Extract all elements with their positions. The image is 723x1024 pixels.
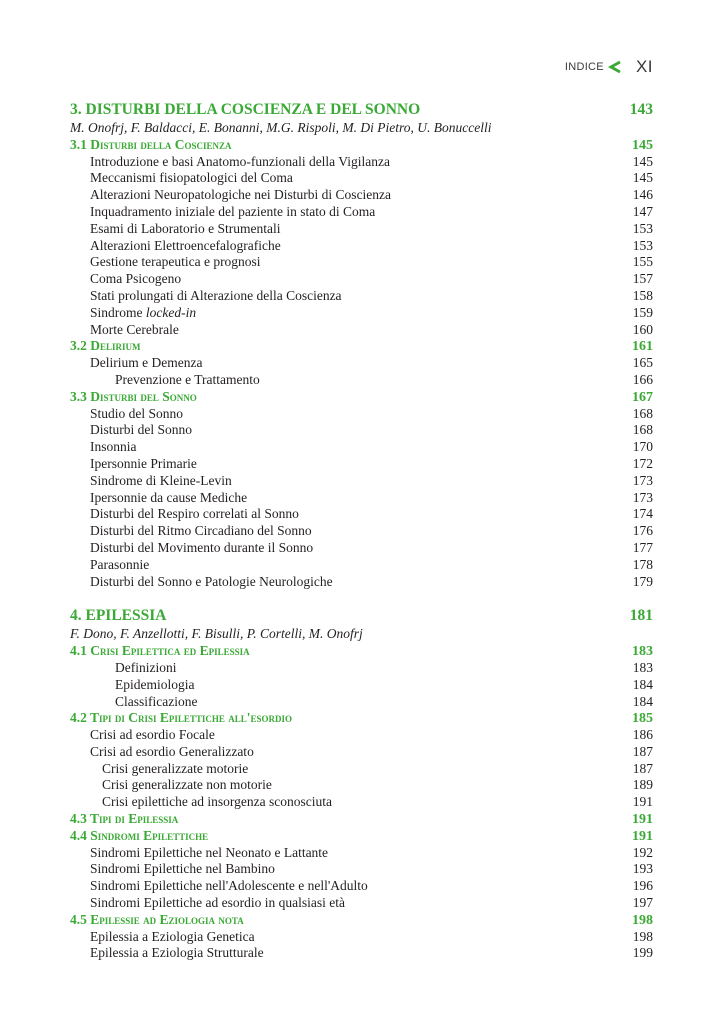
toc-entry-page: 192 (632, 844, 653, 860)
toc-entry[interactable] (70, 727, 653, 744)
toc-entry-page: 153 (632, 237, 653, 253)
section-4-5-entry[interactable]: 4.5 Epilessie ad Eziologia nota 198 (70, 911, 653, 928)
toc-entry[interactable] (70, 406, 653, 423)
toc-entry[interactable] (70, 271, 653, 288)
section-4-3-entry[interactable]: 4.3 Tipi di Epilessia 191 (70, 811, 653, 828)
toc-entry[interactable] (70, 288, 653, 305)
section-3-3-entry[interactable]: 3.3 Disturbi del Sonno 167 (70, 388, 653, 405)
chapter-3-entry[interactable]: 3. DISTURBI DELLA COSCIENZA E DEL SONNO 143 (70, 101, 653, 118)
toc-entry[interactable] (70, 574, 653, 591)
toc-entry[interactable] (70, 154, 653, 171)
toc-entry-page: 178 (632, 556, 653, 572)
toc-entry-page: 183 (632, 659, 653, 675)
chapter-4-authors: F. Dono, F. Anzellotti, F. Bisulli, P. Cortelli, M. Onofrj (70, 626, 363, 642)
toc-entry-page: 191 (632, 794, 653, 810)
toc-entry-page: 157 (632, 271, 653, 287)
toc-entry-page: 173 (632, 472, 653, 488)
toc-entry[interactable] (70, 694, 653, 711)
toc-entry[interactable] (70, 677, 653, 694)
toc-entry-page: 193 (632, 861, 653, 877)
toc-entry-title: Disturbi del Sonno e Patologie Neurologiche (90, 573, 333, 589)
chapter-gap (70, 590, 653, 606)
toc-entry[interactable] (70, 456, 653, 473)
toc-entry-title: Crisi ad esordio Generalizzato (90, 743, 254, 759)
toc-entry-title: Inquadramento iniziale del paziente in stato di Coma (90, 203, 376, 219)
toc-entry-page: 172 (632, 455, 653, 471)
toc-entry-title: Alterazioni Neuropatologiche nei Disturbi di Coscienza (90, 187, 392, 203)
toc-entry-title: Alterazioni Elettroencefalografiche (90, 237, 281, 253)
toc-entry[interactable] (70, 473, 653, 490)
toc-entry-page: 174 (632, 506, 653, 522)
toc-entry-page: 145 (632, 153, 653, 169)
section-4-4-entry[interactable]: 4.4 Sindromi Epilettiche 191 (70, 827, 653, 844)
toc-entry[interactable]: Sindrome locked-in 159 (90, 304, 653, 320)
toc-entry-title: Ipersonnie da cause Mediche (90, 489, 248, 505)
toc-entry-title: Gestione terapeutica e prognosi (90, 254, 261, 270)
toc-entry-title: Esami di Laboratorio e Strumentali (90, 220, 281, 236)
toc-entry[interactable] (70, 895, 653, 912)
toc-entry-page: 153 (632, 220, 653, 236)
toc-entry-page: 147 (632, 203, 653, 219)
toc-entry[interactable] (70, 422, 653, 439)
toc-entry[interactable] (70, 845, 653, 862)
toc-entry[interactable] (70, 557, 653, 574)
toc-entry[interactable] (70, 170, 653, 187)
toc-entry-title: Sindrome di Kleine-Levin (90, 472, 232, 488)
toc-entry-title: Crisi ad esordio Focale (90, 727, 215, 743)
page-number: XI (635, 57, 653, 76)
toc-entry-page: 199 (632, 945, 653, 961)
toc-entry[interactable] (70, 761, 653, 778)
toc-entry-title: Sindromi Epilettiche nell'Adolescente e nell'Adulto (90, 878, 368, 894)
toc-entry-page: 155 (632, 254, 653, 270)
section-4-4-list (70, 845, 653, 912)
toc-entry-title: Disturbi del Ritmo Circadiano del Sonno (90, 523, 312, 539)
section-3-1-list (70, 154, 653, 305)
toc-entry-title: Studio del Sonno (90, 405, 184, 421)
chevron-left-icon (608, 60, 622, 74)
toc-entry[interactable]: Delirium e Demenza 165 (90, 355, 653, 371)
toc-entry[interactable] (70, 861, 653, 878)
section-4-2-list (70, 727, 653, 761)
toc-entry-page: 197 (632, 895, 653, 911)
section-4-1-entry[interactable]: 4.1 Crisi Epilettica ed Epilessia 183 (70, 643, 653, 660)
chapter-4-entry[interactable]: 4. EPILESSIA 181 (70, 607, 653, 625)
running-header-label: INDICE (564, 61, 604, 73)
toc-entry[interactable] (70, 187, 653, 204)
toc-entry-title: Coma Psicogeno (90, 271, 182, 287)
toc-entry[interactable] (70, 929, 653, 946)
toc-entry-title: Stati prolungati di Alterazione della Coscienza (90, 287, 342, 303)
toc-entry[interactable] (70, 523, 653, 540)
section-4-2-sublist (70, 761, 653, 811)
toc-entry-title: Crisi generalizzate non motorie (102, 777, 272, 793)
toc-entry-page: 179 (632, 573, 653, 589)
toc-entry-title: Insonnia (90, 439, 137, 455)
toc-entry[interactable] (70, 506, 653, 523)
toc-entry-title: Definizioni (115, 659, 177, 675)
section-3-1-entry[interactable]: 3.1 Disturbi della Coscienza 145 (70, 136, 653, 153)
toc-entry[interactable] (70, 439, 653, 456)
toc-entry-title: Disturbi del Sonno (90, 422, 193, 438)
toc-entry-title: Sindromi Epilettiche nel Neonato e Lattante (90, 844, 329, 860)
toc-entry-page: 146 (632, 187, 653, 203)
toc-entry[interactable] (70, 238, 653, 255)
toc-entry-title: Introduzione e basi Anatomo-funzionali della Vigilanza (90, 153, 390, 169)
toc-entry-page: 176 (632, 523, 653, 539)
toc-entry-page: 189 (632, 777, 653, 793)
toc-entry[interactable] (70, 794, 653, 811)
chapter-3-authors: M. Onofrj, F. Baldacci, E. Bonanni, M.G. Rispoli, M. Di Pietro, U. Bonuccelli (70, 120, 492, 135)
toc-entry-title: Epilessia a Eziologia Strutturale (90, 945, 264, 961)
toc-entry-title: Crisi epilettiche ad insorgenza sconosciuta (102, 794, 332, 810)
section-4-1-list (70, 660, 653, 710)
toc-entry[interactable] (70, 660, 653, 677)
toc-entry[interactable] (70, 221, 653, 238)
table-of-contents (70, 100, 653, 962)
toc-entry[interactable] (70, 540, 653, 557)
toc-entry[interactable] (70, 945, 653, 962)
toc-entry-page: 173 (632, 489, 653, 505)
toc-entry-title: Epilessia a Eziologia Genetica (90, 928, 255, 944)
toc-entry[interactable] (70, 490, 653, 507)
toc-entry-title: Disturbi del Movimento durante il Sonno (90, 539, 314, 555)
toc-entry-title: Sindromi Epilettiche ad esordio in qualsiasi età (90, 895, 345, 911)
section-3-3-list (70, 406, 653, 591)
toc-entry-title: Epidemiologia (115, 676, 195, 692)
toc-entry-page: 145 (632, 170, 653, 186)
toc-entry-title: Disturbi del Respiro correlati al Sonno (90, 506, 299, 522)
toc-entry-page: 170 (632, 439, 653, 455)
toc-entry-page: 198 (632, 928, 653, 944)
toc-entry-page: 177 (632, 539, 653, 555)
page-header (565, 55, 653, 79)
toc-entry-page: 184 (632, 693, 653, 709)
toc-entry[interactable] (70, 204, 653, 221)
toc-entry-page: 196 (632, 878, 653, 894)
toc-entry-title: Ipersonnie Primarie (90, 455, 197, 471)
toc-entry-page: 187 (632, 760, 653, 776)
section-4-5-list (70, 929, 653, 963)
toc-entry-page: 168 (632, 422, 653, 438)
toc-entry-title: Meccanismi fisiopatologici del Coma (90, 170, 293, 186)
toc-entry[interactable]: Morte Cerebrale 160 (90, 321, 653, 337)
section-4-2-entry[interactable]: 4.2 Tipi di Crisi Epilettiche all'esordio 185 (70, 710, 653, 727)
toc-entry-page: 187 (632, 743, 653, 759)
toc-entry-title: Parasonnie (90, 556, 150, 572)
toc-entry-page: 158 (632, 287, 653, 303)
toc-entry-title: Sindromi Epilettiche nel Bambino (90, 861, 275, 877)
toc-entry[interactable] (70, 878, 653, 895)
toc-entry-title: Crisi generalizzate motorie (102, 760, 249, 776)
toc-entry[interactable]: Prevenzione e Trattamento 166 (115, 371, 653, 387)
toc-entry[interactable] (70, 777, 653, 794)
section-3-2-entry[interactable]: 3.2 Delirium 161 (70, 338, 653, 355)
toc-entry[interactable] (70, 744, 653, 761)
toc-entry-page: 186 (632, 727, 653, 743)
toc-entry-page: 168 (632, 405, 653, 421)
toc-entry-page: 184 (632, 676, 653, 692)
toc-entry-title: Classificazione (115, 693, 198, 709)
toc-entry[interactable] (70, 254, 653, 271)
